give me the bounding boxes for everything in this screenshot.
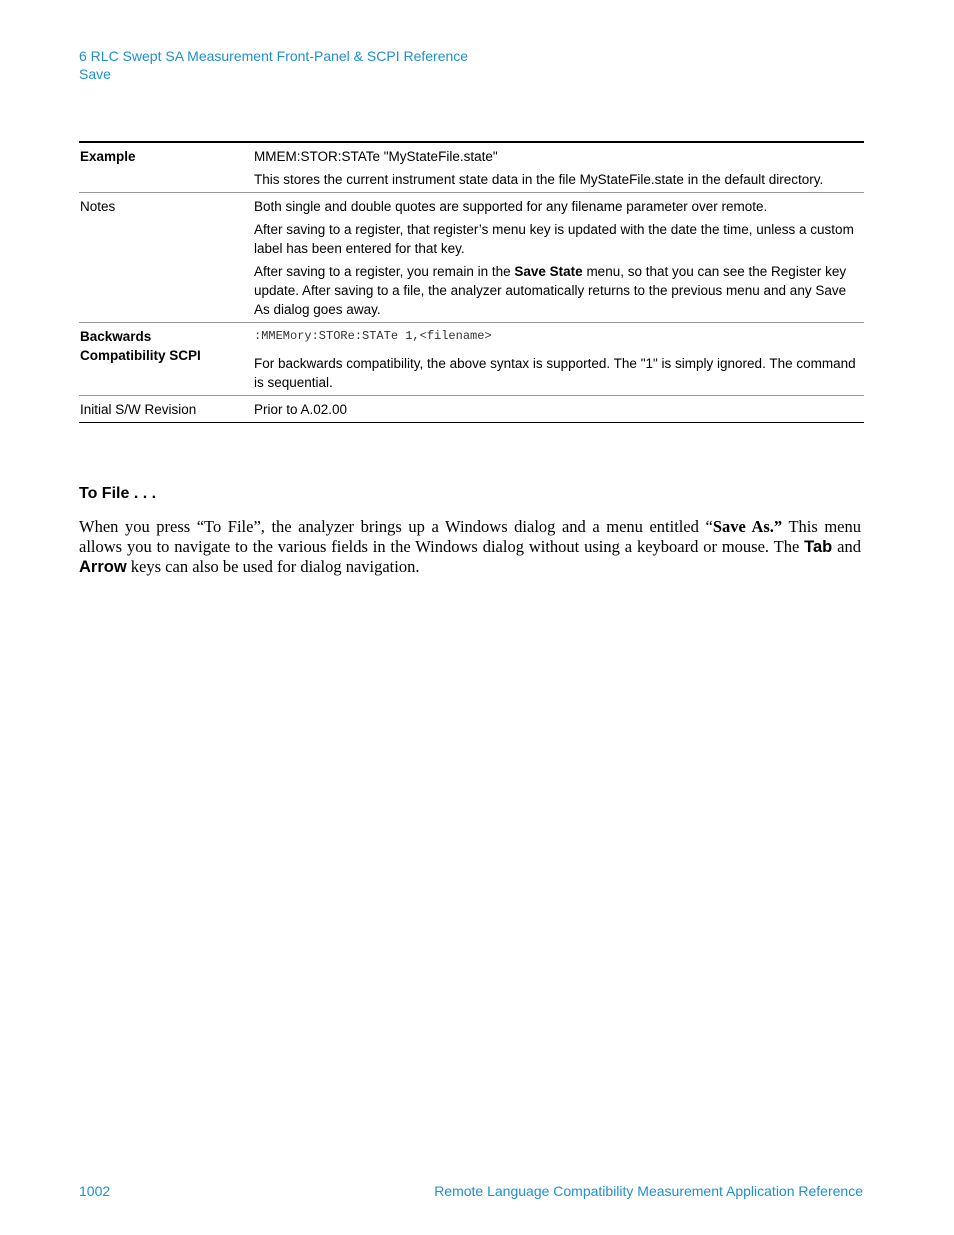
section-body	[79, 517, 861, 577]
header-chapter: 6 RLC Swept SA Measurement Front-Panel & SCPI Reference	[79, 48, 469, 64]
table-row	[79, 193, 864, 323]
example-command: MMEM:STOR:STATe "MyStateFile.state"	[254, 149, 498, 164]
notes-value	[254, 193, 864, 323]
command-reference-table	[79, 141, 864, 423]
notes-label: Notes	[79, 193, 254, 323]
save-state-key-name: Save State	[514, 264, 583, 279]
revision-value: Prior to A.02.00	[254, 396, 864, 423]
revision-label: Initial S/W Revision	[79, 396, 254, 423]
example-label: Example	[79, 142, 254, 193]
arrow-key-name: Arrow	[79, 558, 127, 576]
body-text: and	[832, 537, 861, 556]
body-text: When you press “To File”, the analyzer brings up a Windows dialog and a menu entitled “	[79, 517, 713, 536]
section-title: To File . . .	[79, 485, 157, 502]
notes-paragraph-1: Both single and double quotes are supported for any filename parameter over remote.	[254, 199, 768, 214]
tab-key-name: Tab	[804, 538, 833, 556]
notes-p3-text: After saving to a register, you remain in the	[254, 264, 515, 279]
table-row	[79, 323, 864, 396]
backcompat-description: For backwards compatibility, the above syntax is supported. The "1" is simply ignored. The command is sequential.	[254, 356, 856, 390]
example-description: This stores the current instrument state data in the file MyStateFile.state in the default directory.	[254, 172, 824, 187]
notes-p3-text-end: menu, so that you can see the Register key update. After saving to a file, the analyzer automatically returns to the previous menu and any Save As dialog goes away.	[254, 264, 847, 317]
backcompat-command: :MMEMory:STORe:STATe 1,<filename>	[254, 329, 492, 343]
table-row	[79, 142, 864, 193]
table-row	[79, 396, 864, 423]
backcompat-value	[254, 323, 864, 396]
notes-paragraph-2: After saving to a register, that register’s menu key is updated with the date the time, unless a custom label has been entered for that key.	[254, 222, 854, 256]
backcompat-label	[79, 323, 254, 396]
body-text: This menu allows you to navigate to the various fields in the Windows dialog without using a keyboard or mouse. The	[79, 517, 861, 556]
header-section: Save	[79, 66, 111, 82]
backcompat-label-line1: Backwards	[80, 329, 152, 344]
notes-paragraph-3	[254, 262, 864, 319]
save-as-menu-name: Save As.”	[712, 517, 783, 536]
backcompat-label-line2: Compatibility SCPI	[80, 348, 201, 363]
book-title: Remote Language Compatibility Measurement Application Reference	[434, 1183, 863, 1199]
page-number: 1002	[79, 1183, 111, 1199]
body-text: keys can also be used for dialog navigation.	[126, 557, 420, 576]
example-value	[254, 142, 864, 193]
